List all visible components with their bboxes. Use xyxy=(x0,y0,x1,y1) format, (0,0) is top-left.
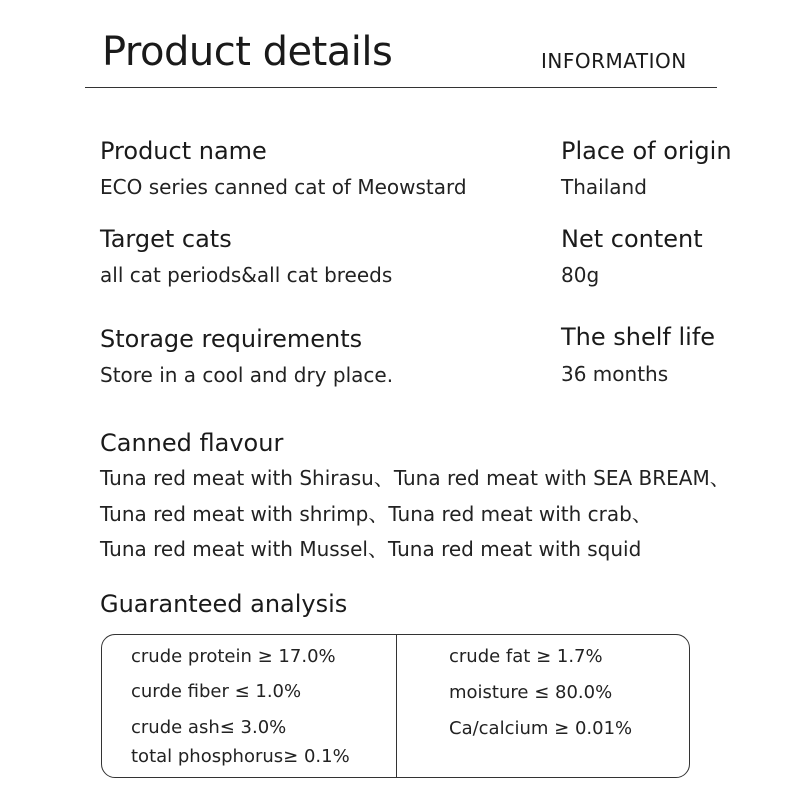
target-cats-label: Target cats xyxy=(100,225,232,253)
shelf-life-label: The shelf life xyxy=(561,323,716,351)
table-cell: Ca/calcium ≥ 0.01% xyxy=(449,718,633,739)
table-cell: crude protein ≥ 17.0% xyxy=(131,646,336,667)
storage-label: Storage requirements xyxy=(100,325,363,353)
place-of-origin-value: Thailand xyxy=(561,175,647,199)
section-subtitle: INFORMATION xyxy=(541,49,687,73)
net-content-value: 80g xyxy=(561,263,600,287)
table-cell: crude fat ≥ 1.7% xyxy=(449,646,603,667)
table-column-divider xyxy=(396,635,397,777)
shelf-life-value: 36 months xyxy=(561,362,669,386)
table-cell: moisture ≤ 80.0% xyxy=(449,682,613,703)
table-cell: total phosphorus≥ 0.1% xyxy=(131,746,350,767)
product-name-value: ECO series canned cat of Meowstard xyxy=(100,175,467,199)
table-cell: crude ash≤ 3.0% xyxy=(131,717,287,738)
flavour-line: Tuna red meat with Shirasu、Tuna red meat with SEA BREAM、 xyxy=(100,466,730,490)
header-divider xyxy=(85,87,717,88)
net-content-label: Net content xyxy=(561,225,703,253)
flavour-line: Tuna red meat with Mussel、Tuna red meat with squid xyxy=(100,537,642,561)
page-title: Product details xyxy=(102,29,393,75)
canned-flavour-label: Canned flavour xyxy=(100,429,284,457)
product-name-label: Product name xyxy=(100,137,267,165)
storage-value: Store in a cool and dry place. xyxy=(100,363,394,387)
analysis-table xyxy=(101,634,690,778)
table-cell: curde fiber ≤ 1.0% xyxy=(131,681,302,702)
target-cats-value: all cat periods&all cat breeds xyxy=(100,263,393,287)
guaranteed-analysis-label: Guaranteed analysis xyxy=(100,590,348,618)
place-of-origin-label: Place of origin xyxy=(561,137,732,165)
flavour-line: Tuna red meat with shrimp、Tuna red meat with crab、 xyxy=(100,502,652,526)
